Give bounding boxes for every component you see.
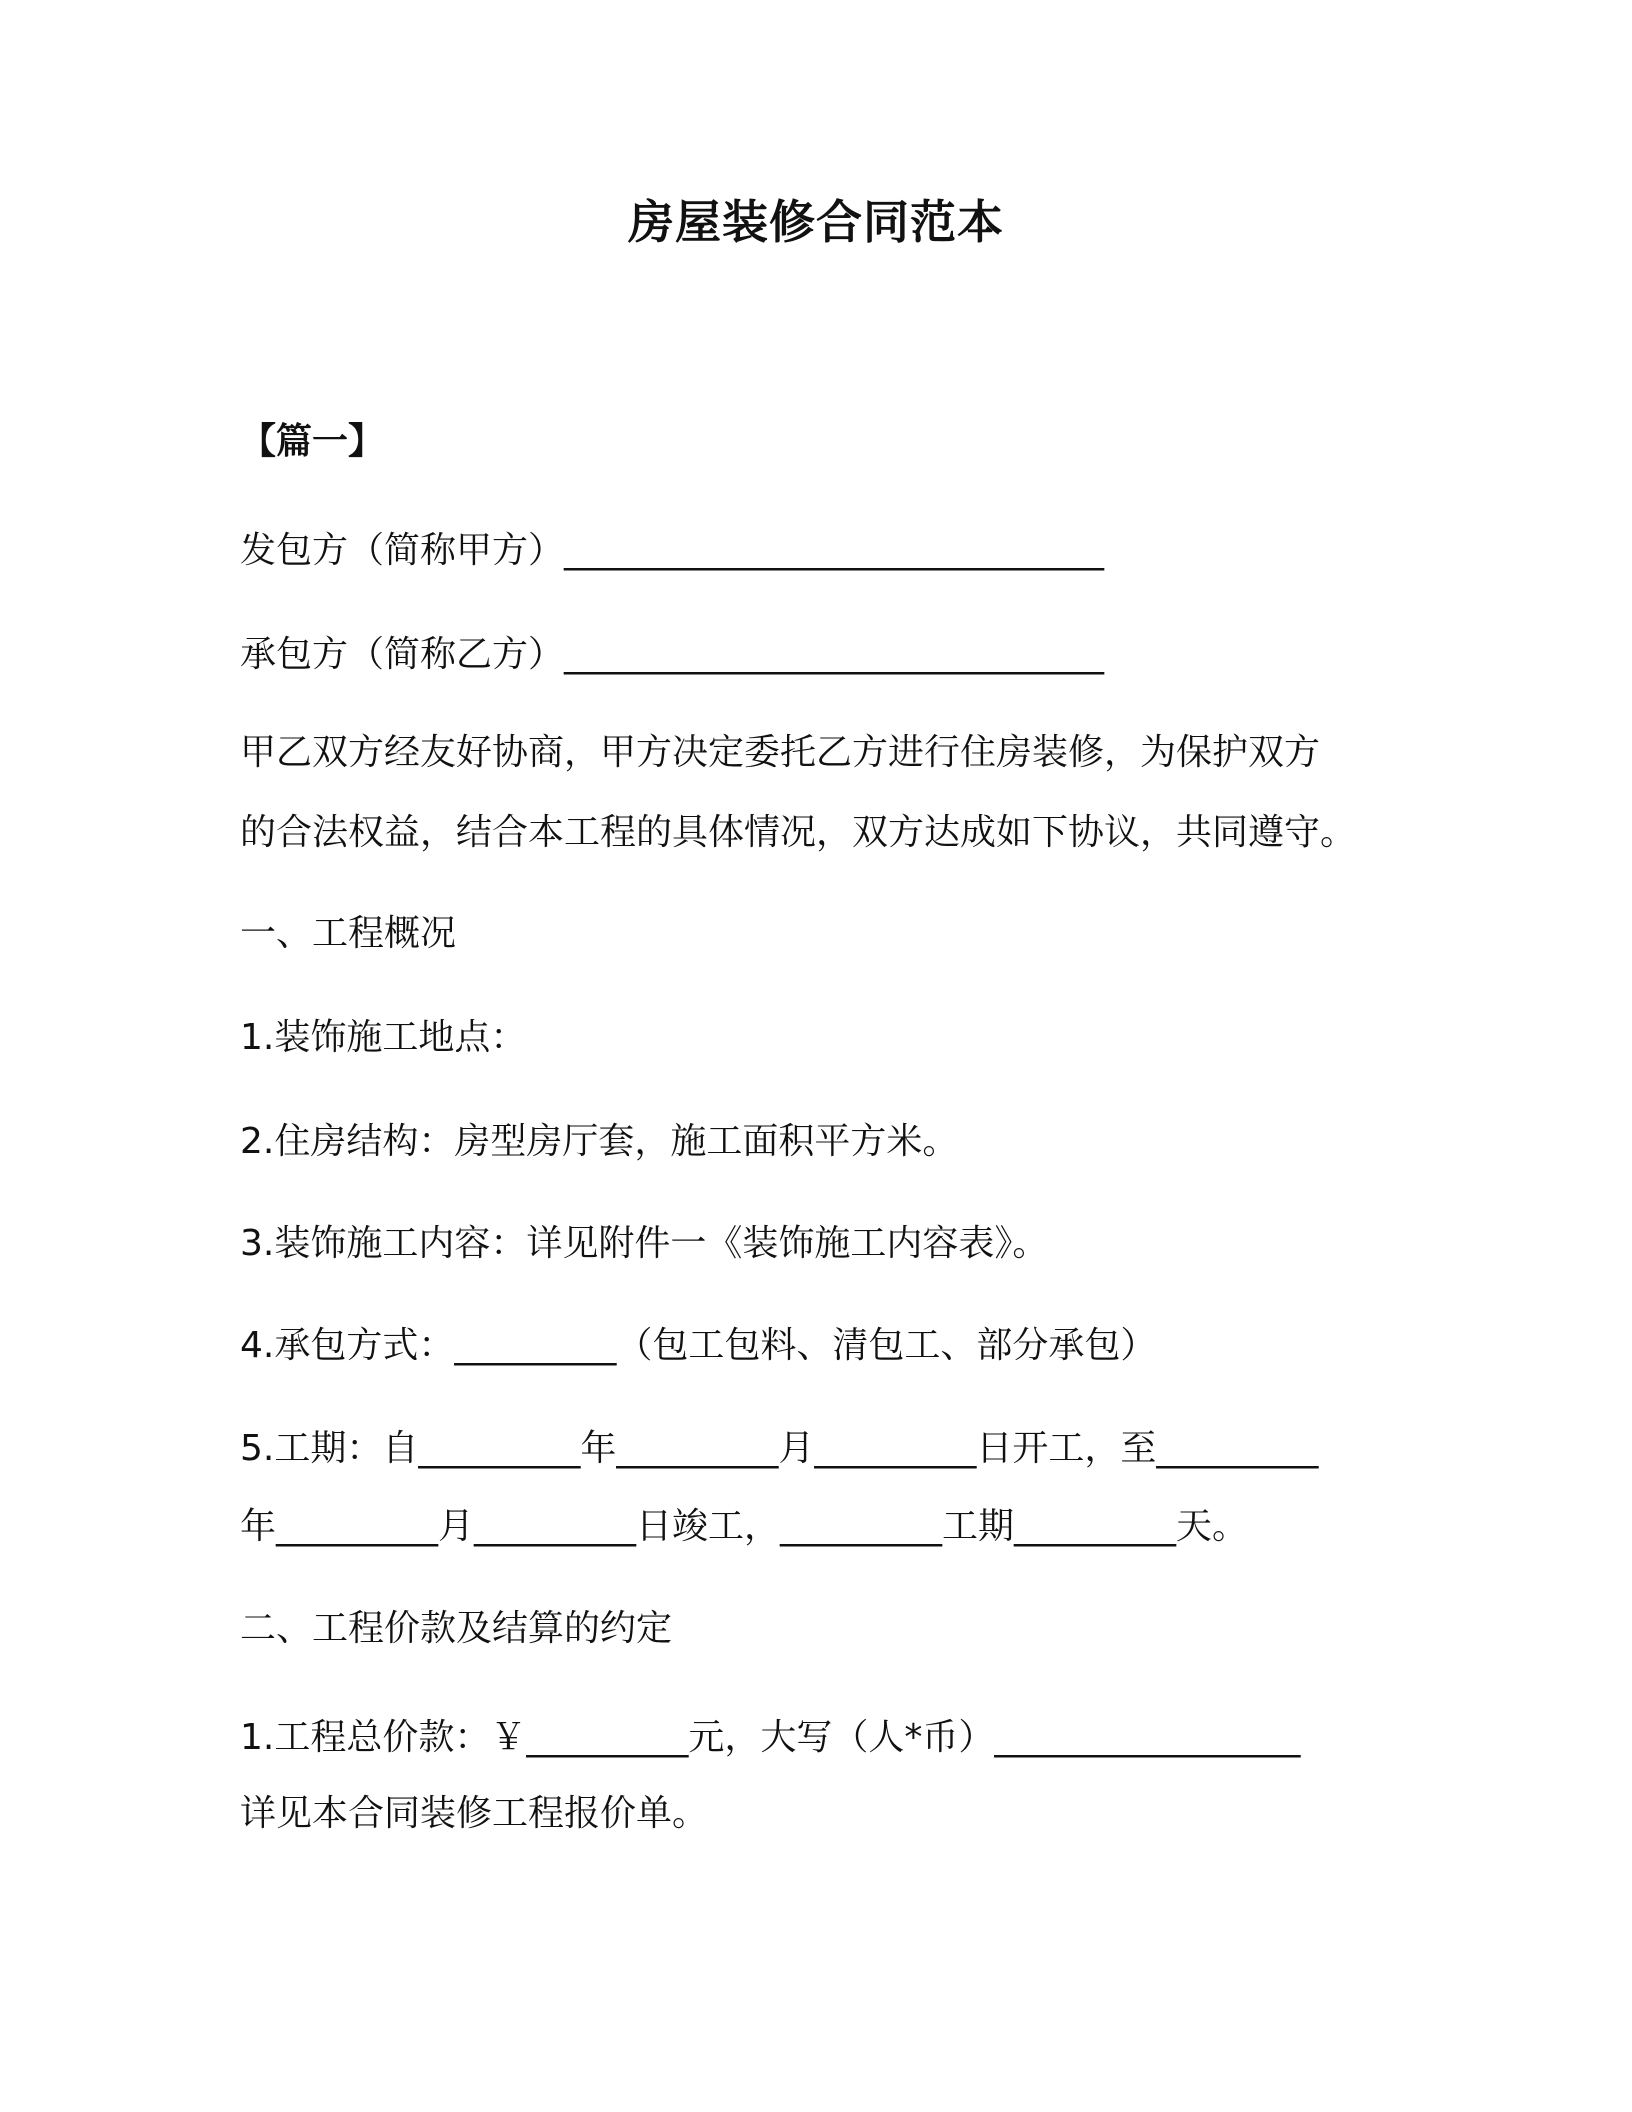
clause-1-5-line-1: 5.工期：自_________年_________月_________日开工，至_________ — [240, 1428, 1319, 1469]
clause-1-3: 3.装饰施工内容：详见附件一《装饰施工内容表》。 — [240, 1223, 1049, 1264]
clause-1-2: 2.住房结构：房型房厅套，施工面积平方米。 — [240, 1121, 959, 1162]
intro-paragraph-line-1: 甲乙双方经友好协商，甲方决定委托乙方进行住房装修，为保护双方 — [240, 732, 1321, 773]
document-title: 房屋装修合同范本 — [628, 195, 1004, 249]
heading-project-overview: 一、工程概况 — [240, 913, 457, 954]
party-b-line: 承包方（简称乙方）______________________________ — [240, 634, 1105, 675]
clause-1-1: 1.装饰施工地点： — [240, 1017, 527, 1058]
clause-2-1-line-1: 1.工程总价款：￥_________元，大写（人*币）_________________ — [240, 1717, 1301, 1758]
heading-price-settlement: 二、工程价款及结算的约定 — [240, 1608, 673, 1649]
party-a-line: 发包方（简称甲方）______________________________ — [240, 530, 1105, 571]
section-label: 【篇一】 — [240, 421, 385, 462]
clause-1-5-line-2: 年_________月_________日竣工，_________工期_________天。 — [240, 1506, 1249, 1547]
intro-paragraph-line-2: 的合法权益，结合本工程的具体情况，双方达成如下协议，共同遵守。 — [240, 812, 1357, 853]
clause-2-1-line-2: 详见本合同装修工程报价单。 — [240, 1793, 709, 1834]
clause-1-4: 4.承包方式：_________（包工包料、清包工、部分承包） — [240, 1325, 1157, 1366]
